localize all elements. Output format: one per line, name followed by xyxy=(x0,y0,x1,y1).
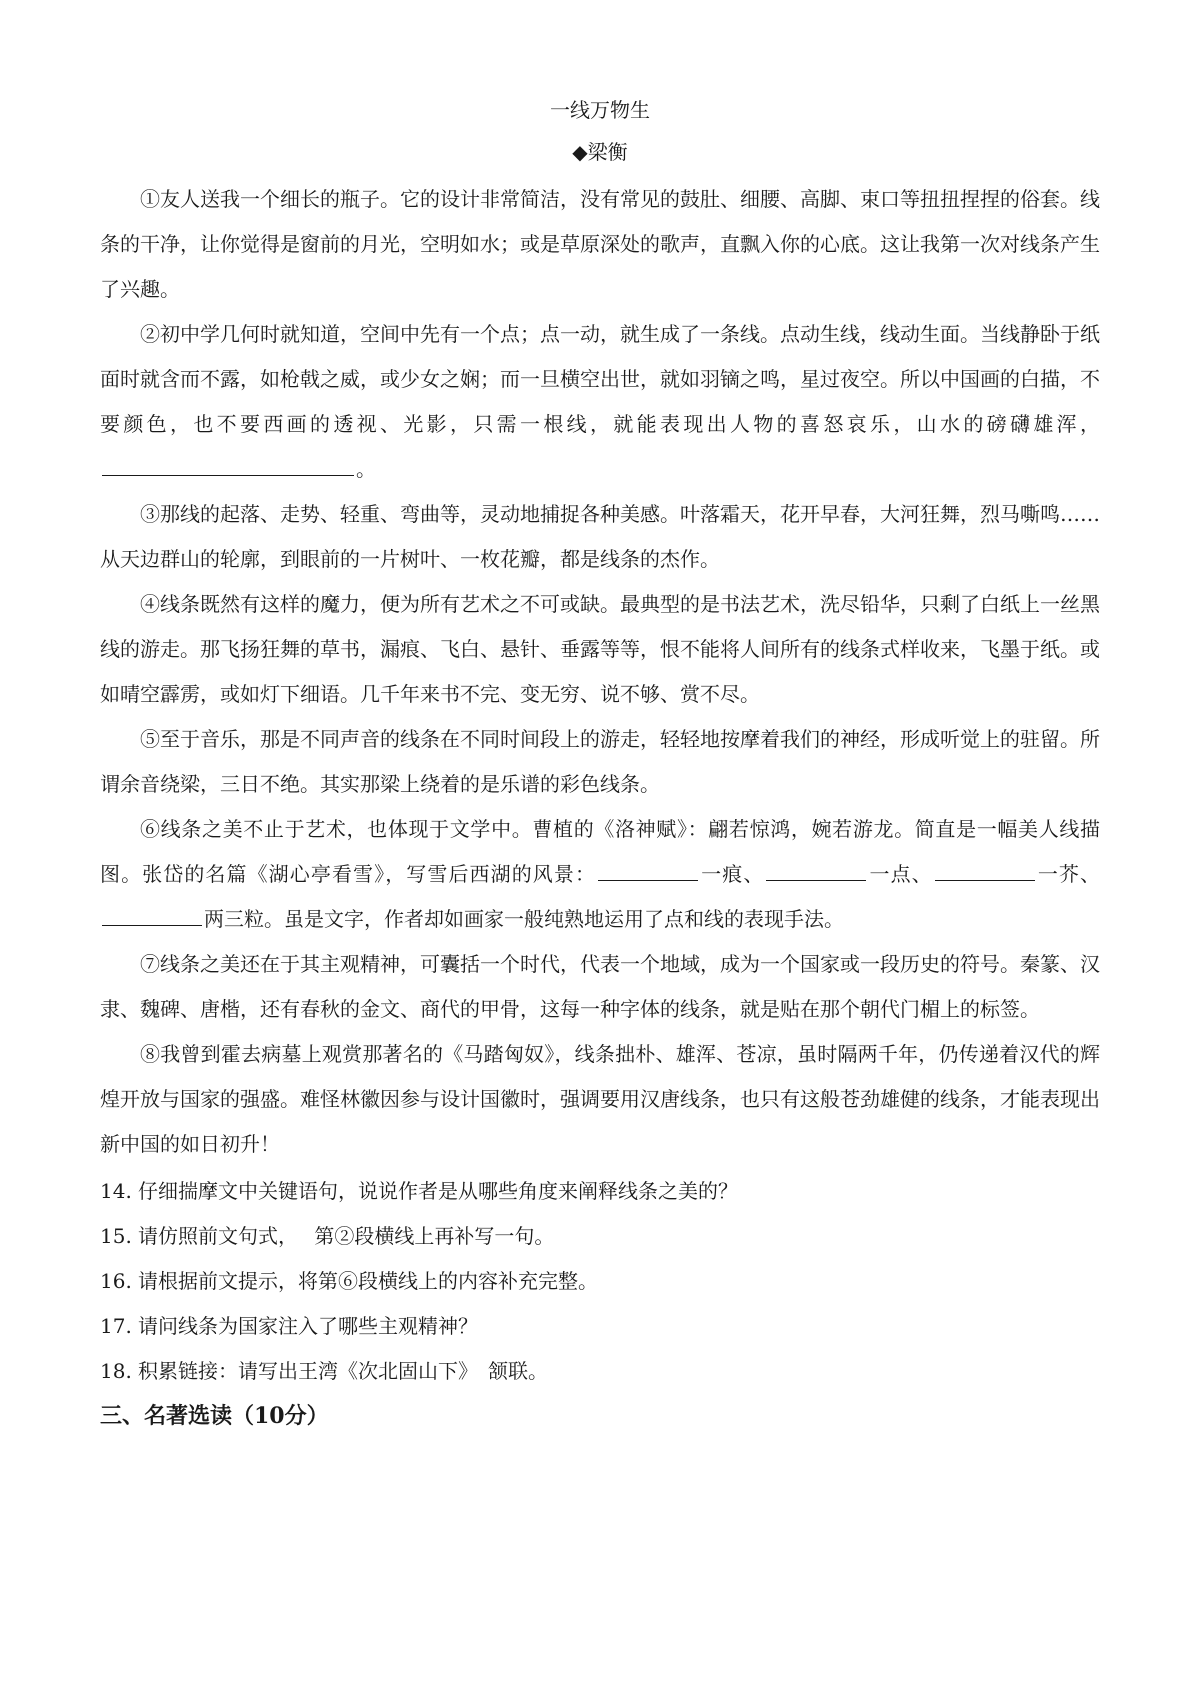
paragraph-6 xyxy=(100,807,1100,942)
question-number: 14. xyxy=(100,1179,132,1203)
question-text: 仔细揣摩文中关键语句，说说作者是从哪些角度来阐释线条之美的？ xyxy=(138,1179,738,1203)
question-number: 17. xyxy=(100,1314,132,1338)
fill-blank-line xyxy=(935,858,1035,881)
paragraph-4: ④线条既然有这样的魔力，便为所有艺术之不可或缺。最典型的是书法艺术，洗尽铅华，只剩了白纸上一丝黑线的游走。那飞扬狂舞的草书，漏痕、飞白、悬针、垂露等等，恨不能将人间所有的线条式样收来，飞墨于纸。或如晴空霹雳，或如灯下细语。几千年来书不完、变无穷、说不够、赏不尽。 xyxy=(100,592,1100,706)
article-author: ◆梁衡 xyxy=(572,140,628,164)
paragraph-6-text: 一芥、 xyxy=(1036,862,1101,886)
question-list xyxy=(100,1169,1100,1394)
question-number: 16. xyxy=(100,1269,132,1293)
paragraph-2-text: ②初中学几何时就知道，空间中先有一个点；点一动，就生成了一条线。点动生线，线动生面。当线静卧于纸面时就含而不露，如枪戟之威，或少女之娴；而一旦横空出世，就如羽镝之鸣，星过夜空。所以中国画的白描，不要颜色，也不要西画的透视、光影，只需一根线，就能表现出人物的喜怒哀乐，山水的磅礴雄浑， xyxy=(100,322,1100,436)
paragraph-6-text: 两三粒。虽是文字，作者却如画家一般纯熟地运用了点和线的表现手法。 xyxy=(204,907,844,931)
paragraph-6-text: 一痕、 xyxy=(700,862,765,886)
question-text: 请根据前文提示，将第⑥段横线上的内容补充完整。 xyxy=(138,1269,598,1293)
paragraph-8: ⑧我曾到霍去病墓上观赏那著名的《马踏匈奴》，线条拙朴、雄浑、苍凉，虽时隔两千年，仍传递着汉代的辉煌开放与国家的强盛。难怪林徽因参与设计国徽时，强调要用汉唐线条，也只有这般苍劲雄健的线条，才能表现出新中国的如日初升！ xyxy=(100,1042,1100,1156)
paragraph-2-end: 。 xyxy=(356,457,376,481)
paragraph-5: ⑤至于音乐，那是不同声音的线条在不同时间段上的游走，轻轻地按摩着我们的神经，形成听觉上的驻留。所谓余音绕梁，三日不绝。其实那梁上绕着的是乐谱的彩色线条。 xyxy=(100,727,1100,796)
question-item xyxy=(100,1259,1100,1304)
question-item xyxy=(100,1349,1100,1394)
paragraph-2 xyxy=(100,312,1100,492)
section-heading: 三、名著选读（10分） xyxy=(100,1403,329,1429)
paragraph-1: ①友人送我一个细长的瓶子。它的设计非常简洁，没有常见的鼓肚、细腰、高脚、束口等扭扭捏捏的俗套。线条的干净，让你觉得是窗前的月光，空明如水；或是草原深处的歌声，直飘入你的心底。这让我第一次对线条产生了兴趣。 xyxy=(100,187,1100,301)
question-item xyxy=(100,1304,1100,1349)
fill-blank-line xyxy=(102,903,202,926)
exam-page xyxy=(100,95,1100,1439)
paragraph-6-text: ⑥线条之美不止于艺术，也体现于文学中。曹植的《洛神赋》：翩若惊鸿，婉若游龙。简直是一幅美人线描图。张岱的名篇《湖心亭看雪》，写雪后西湖的风景： xyxy=(100,817,1100,886)
question-text: 积累链接：请写出王湾《次北固山下》 颔联。 xyxy=(138,1359,548,1383)
fill-blank-line xyxy=(598,858,698,881)
paragraph-7: ⑦线条之美还在于其主观精神，可囊括一个时代，代表一个地域，成为一个国家或一段历史的符号。秦篆、汉隶、魏碑、唐楷，还有春秋的金文、商代的甲骨，这每一种字体的线条，就是贴在那个朝代门楣上的标签。 xyxy=(100,952,1100,1021)
question-number: 15. xyxy=(100,1224,132,1248)
paragraph-6-text: 一点、 xyxy=(868,862,933,886)
fill-blank-line xyxy=(102,453,354,476)
paragraph-3: ③那线的起落、走势、轻重、弯曲等，灵动地捕捉各种美感。叶落霜天，花开早春，大河狂舞，烈马嘶鸣……从天边群山的轮廓，到眼前的一片树叶、一枚花瓣，都是线条的杰作。 xyxy=(100,502,1100,571)
fill-blank-line xyxy=(766,858,866,881)
question-item xyxy=(100,1169,1100,1214)
question-text: 请仿照前文句式， 第②段横线上再补写一句。 xyxy=(138,1224,555,1248)
question-number: 18. xyxy=(100,1359,132,1383)
article-title: 一线万物生 xyxy=(550,98,650,122)
question-text: 请问线条为国家注入了哪些主观精神？ xyxy=(138,1314,478,1338)
question-item xyxy=(100,1214,1100,1259)
